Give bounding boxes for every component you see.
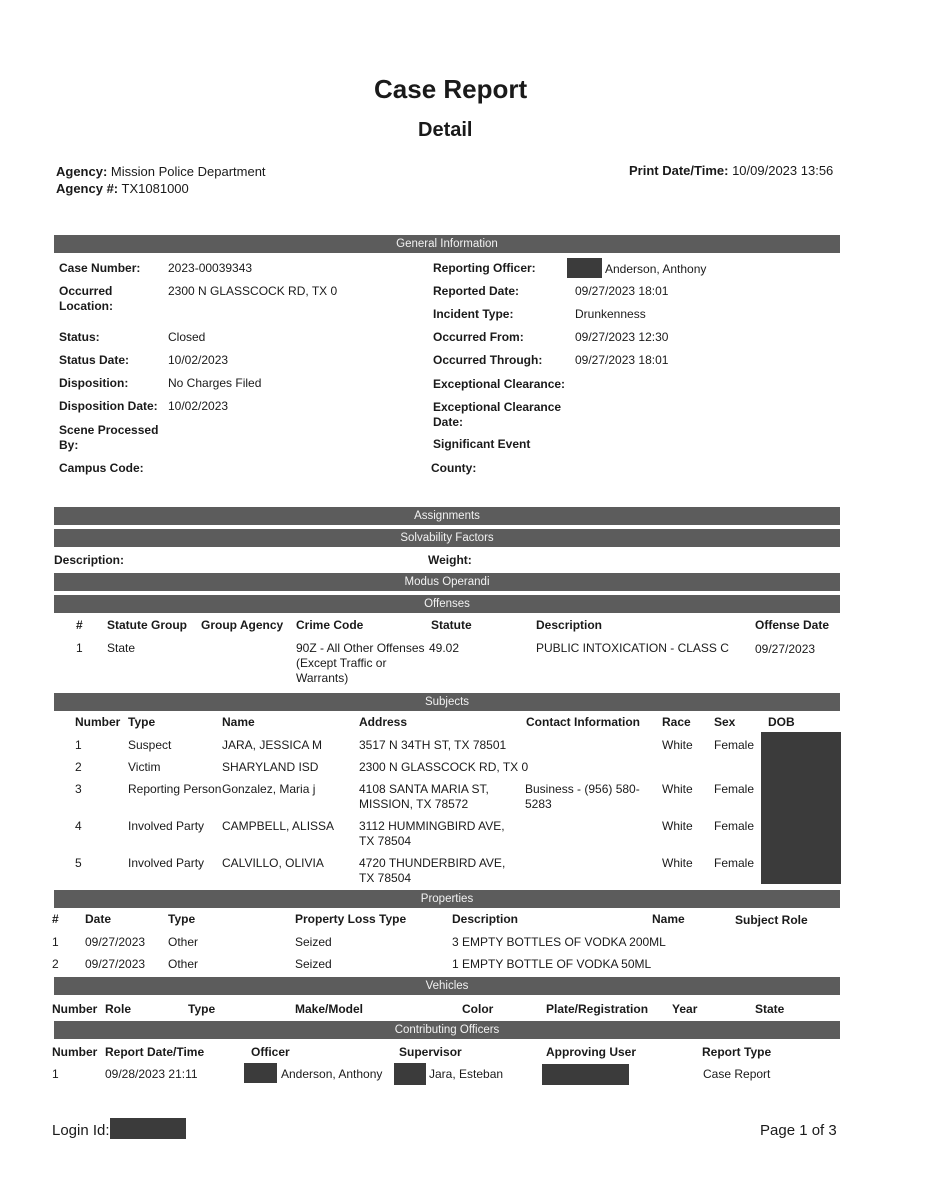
modus-operandi-bar: Modus Operandi bbox=[54, 573, 840, 591]
disposition-date-label: Disposition Date: bbox=[59, 399, 158, 413]
status-date-label: Status Date: bbox=[59, 353, 130, 367]
offense-header-statute: Statute bbox=[431, 618, 472, 632]
subjects-bar: Subjects bbox=[54, 693, 840, 711]
subject-header-address: Address bbox=[359, 715, 408, 729]
property-header-type: Type bbox=[168, 912, 196, 926]
subject-address: 4720 THUNDERBIRD AVE, TX 78504 bbox=[359, 856, 506, 885]
officer-header-number: Number bbox=[52, 1045, 98, 1059]
property-date: 09/27/2023 bbox=[85, 957, 146, 971]
property-description: 1 EMPTY BOTTLE OF VODKA 50ML bbox=[452, 957, 652, 971]
redacted-dob-column bbox=[761, 732, 841, 884]
subject-type: Involved Party bbox=[128, 819, 205, 833]
property-type: Other bbox=[168, 935, 199, 949]
redacted-box bbox=[567, 258, 602, 278]
vehicle-header-color: Color bbox=[462, 1002, 494, 1016]
offense-header-date: Offense Date bbox=[755, 618, 830, 632]
property-header-description: Description bbox=[452, 912, 519, 926]
subject-header-number: Number bbox=[75, 715, 121, 729]
report-subtitle: Detail bbox=[418, 119, 473, 141]
officer-header-report-datetime: Report Date/Time bbox=[105, 1045, 205, 1059]
solvability-factors-bar: Solvability Factors bbox=[54, 529, 840, 547]
occurred-from-value: 09/27/2023 12:30 bbox=[575, 330, 669, 344]
subject-race: White bbox=[662, 782, 693, 796]
offense-header-statute-group: Statute Group bbox=[107, 618, 187, 632]
report-title: Case Report bbox=[374, 74, 528, 104]
subject-header-contact: Contact Information bbox=[526, 715, 640, 729]
property-header-date: Date bbox=[85, 912, 112, 926]
case-number-label: Case Number: bbox=[59, 261, 141, 275]
agency-value: Mission Police Department bbox=[110, 164, 266, 179]
subject-header-dob: DOB bbox=[768, 715, 795, 729]
officer-header-supervisor: Supervisor bbox=[399, 1045, 462, 1059]
vehicle-header-year: Year bbox=[672, 1002, 698, 1016]
offense-header-num: # bbox=[76, 618, 83, 632]
subject-number: 1 bbox=[75, 738, 82, 752]
officer-report-datetime: 09/28/2023 21:11 bbox=[105, 1067, 198, 1081]
officer-header-report-type: Report Type bbox=[702, 1045, 772, 1059]
properties-bar: Properties bbox=[54, 890, 840, 908]
property-header-subject-role: Subject Role bbox=[735, 913, 808, 927]
reported-date-value: 09/27/2023 18:01 bbox=[575, 284, 669, 298]
description-label: Description: bbox=[54, 553, 125, 567]
assignments-bar: Assignments bbox=[54, 507, 840, 525]
subject-race: White bbox=[662, 819, 693, 833]
reported-date-label: Reported Date: bbox=[433, 284, 520, 298]
disposition-label: Disposition: bbox=[59, 376, 129, 390]
case-number-value: 2023-00039343 bbox=[168, 261, 253, 275]
subject-header-type: Type bbox=[128, 715, 156, 729]
vehicle-header-state: State bbox=[755, 1002, 785, 1016]
agency-number-label: Agency #: bbox=[56, 181, 119, 196]
property-header-name: Name bbox=[652, 912, 685, 926]
offense-header-description: Description bbox=[536, 618, 603, 632]
agency-line bbox=[56, 164, 266, 179]
officer-header-approving-user: Approving User bbox=[546, 1045, 637, 1059]
disposition-value: No Charges Filed bbox=[168, 376, 262, 390]
disposition-date-value: 10/02/2023 bbox=[168, 399, 229, 413]
reporting-officer-label: Reporting Officer: bbox=[433, 261, 536, 275]
offenses-bar: Offenses bbox=[54, 595, 840, 613]
county-label: County: bbox=[431, 461, 477, 475]
subject-contact: Business - (956) 580-5283 bbox=[525, 782, 640, 811]
incident-type-value: Drunkenness bbox=[575, 307, 646, 321]
login-id-label: Login Id: bbox=[52, 1122, 110, 1139]
agency-number-line bbox=[56, 181, 189, 196]
occurred-through-label: Occurred Through: bbox=[433, 353, 543, 367]
reporting-officer-value: Anderson, Anthony bbox=[605, 262, 707, 276]
incident-type-label: Incident Type: bbox=[433, 307, 514, 321]
redacted-box bbox=[244, 1063, 277, 1083]
occurred-through-value: 09/27/2023 18:01 bbox=[575, 353, 669, 367]
occurred-from-label: Occurred From: bbox=[433, 330, 524, 344]
campus-code-label: Campus Code: bbox=[59, 461, 144, 475]
vehicle-header-make-model: Make/Model bbox=[295, 1002, 364, 1016]
print-datetime-value: 10/09/2023 13:56 bbox=[732, 163, 834, 178]
redacted-box bbox=[542, 1064, 629, 1085]
offense-statute: 49.02 bbox=[429, 641, 460, 655]
vehicles-bar: Vehicles bbox=[54, 977, 840, 995]
property-date: 09/27/2023 bbox=[85, 935, 146, 949]
subject-number: 4 bbox=[75, 819, 82, 833]
subject-header-sex: Sex bbox=[714, 715, 736, 729]
subject-type: Involved Party bbox=[128, 856, 205, 870]
subject-type: Suspect bbox=[128, 738, 172, 752]
subject-sex: Female bbox=[714, 856, 755, 870]
property-description: 3 EMPTY BOTTLES OF VODKA 200ML bbox=[452, 935, 666, 949]
exceptional-clearance-date-label: Exceptional Clearance Date: bbox=[433, 400, 562, 429]
subject-number: 5 bbox=[75, 856, 82, 870]
redacted-box bbox=[394, 1063, 426, 1085]
offense-date: 09/27/2023 bbox=[755, 642, 816, 656]
subject-race: White bbox=[662, 738, 693, 752]
significant-event-label: Significant Event bbox=[433, 437, 531, 451]
vehicle-header-type: Type bbox=[188, 1002, 216, 1016]
subject-name: Gonzalez, Maria j bbox=[222, 782, 316, 796]
offense-num: 1 bbox=[76, 641, 83, 655]
general-information-bar: General Information bbox=[54, 235, 840, 253]
status-date-value: 10/02/2023 bbox=[168, 353, 229, 367]
scene-processed-label: Scene Processed By: bbox=[59, 423, 159, 452]
subject-sex: Female bbox=[714, 782, 755, 796]
offense-crime-code: 90Z - All Other Offenses (Except Traffic or Warrants) bbox=[296, 641, 425, 685]
property-loss-type: Seized bbox=[295, 957, 332, 971]
page-number: Page 1 of 3 bbox=[760, 1122, 837, 1139]
exceptional-clearance-label: Exceptional Clearance: bbox=[433, 377, 566, 391]
property-num: 1 bbox=[52, 935, 59, 949]
agency-number-value: TX1081000 bbox=[121, 181, 189, 196]
property-header-loss-type: Property Loss Type bbox=[295, 912, 407, 926]
subject-name: CAMPBELL, ALISSA bbox=[222, 819, 335, 833]
property-loss-type: Seized bbox=[295, 935, 332, 949]
status-label: Status: bbox=[59, 330, 100, 344]
subject-sex: Female bbox=[714, 738, 755, 752]
subject-address: 2300 N GLASSCOCK RD, TX 0 bbox=[359, 760, 529, 774]
subject-address: 3112 HUMMINGBIRD AVE, TX 78504 bbox=[359, 819, 505, 848]
subject-address: 3517 N 34TH ST, TX 78501 bbox=[359, 738, 507, 752]
officer-number: 1 bbox=[52, 1067, 59, 1081]
offense-statute-group: State bbox=[107, 641, 136, 655]
occurred-location-label: Occurred Location: bbox=[59, 284, 113, 313]
subject-number: 2 bbox=[75, 760, 82, 774]
subject-address: 4108 SANTA MARIA ST, MISSION, TX 78572 bbox=[359, 782, 489, 811]
officer-report-type: Case Report bbox=[703, 1067, 771, 1081]
officer-header-officer: Officer bbox=[251, 1045, 290, 1059]
subject-type: Victim bbox=[128, 760, 161, 774]
subject-name: SHARYLAND ISD bbox=[222, 760, 319, 774]
offense-header-crime-code: Crime Code bbox=[296, 618, 364, 632]
subject-race: White bbox=[662, 856, 693, 870]
subject-number: 3 bbox=[75, 782, 82, 796]
property-num: 2 bbox=[52, 957, 59, 971]
offense-header-group-agency: Group Agency bbox=[201, 618, 284, 632]
property-header-num: # bbox=[52, 912, 59, 926]
officer-name: Anderson, Anthony bbox=[281, 1067, 383, 1081]
subject-type: Reporting Person bbox=[128, 782, 222, 796]
subject-name: CALVILLO, OLIVIA bbox=[222, 856, 324, 870]
subject-name: JARA, JESSICA M bbox=[222, 738, 323, 752]
print-datetime-label: Print Date/Time: bbox=[629, 163, 729, 178]
agency-label: Agency: bbox=[56, 164, 108, 179]
occurred-location-value: 2300 N GLASSCOCK RD, TX 0 bbox=[168, 284, 338, 298]
print-datetime-line bbox=[629, 163, 833, 178]
offense-description: PUBLIC INTOXICATION - CLASS C bbox=[536, 641, 729, 655]
contributing-officers-bar: Contributing Officers bbox=[54, 1021, 840, 1039]
redacted-login-id bbox=[110, 1118, 186, 1139]
vehicle-header-role: Role bbox=[105, 1002, 132, 1016]
subject-header-name: Name bbox=[222, 715, 255, 729]
property-type: Other bbox=[168, 957, 199, 971]
vehicle-header-number: Number bbox=[52, 1002, 98, 1016]
subject-sex: Female bbox=[714, 819, 755, 833]
status-value: Closed bbox=[168, 330, 206, 344]
subject-header-race: Race bbox=[662, 715, 691, 729]
supervisor-name: Jara, Esteban bbox=[429, 1067, 504, 1081]
weight-label: Weight: bbox=[428, 553, 472, 567]
vehicle-header-plate: Plate/Registration bbox=[546, 1002, 649, 1016]
